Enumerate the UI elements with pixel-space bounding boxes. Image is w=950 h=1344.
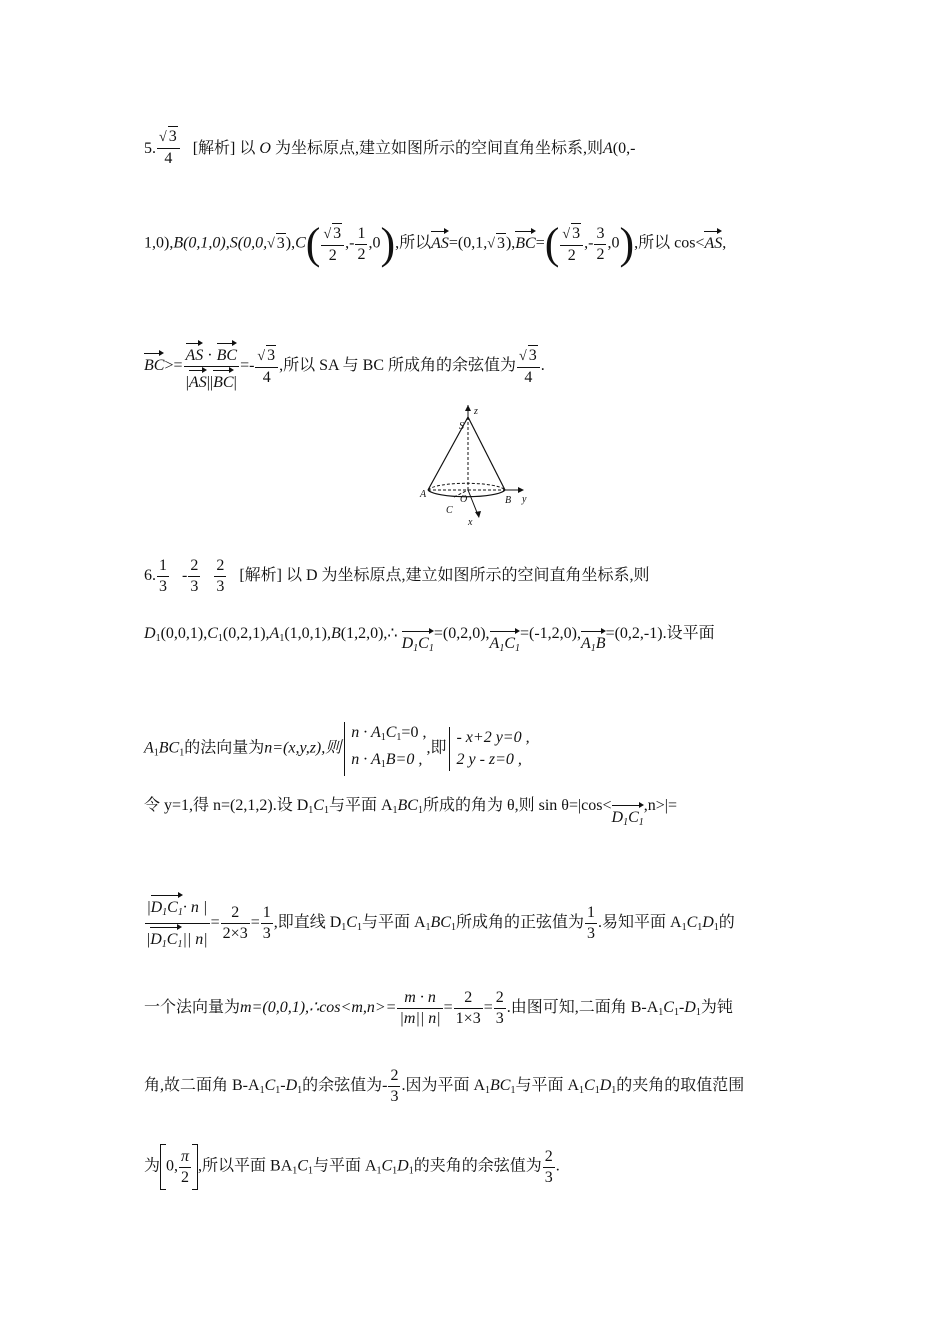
label-x: x (468, 517, 473, 527)
sin-fraction: $\frac{|D_1C_1\cdot n |}{|D_1C_1|| n|}$ (145, 892, 210, 955)
vector-BC: BC (515, 228, 535, 254)
p5-line-2: 1,0),B(0,1,0),S(0,0,√ 3),C( $\frac{√ 3}{2}$ ,- $\frac{1}{2}$ ,0),所以AS=(0,1,√ 3),BC=( $\frac{√ 3}{2}$ ,- $\frac{3}{2}$ ,0),所以 cos<AS, (144, 219, 727, 268)
vector-D1C1: $D_1C_1$ (402, 628, 434, 659)
label-B: B (505, 495, 512, 506)
label-C: C (446, 505, 453, 516)
cone-edge-right (468, 417, 505, 490)
p6-line-4: 令 y=1,得 n=(2,1,2).设 $D_1C_1$与平面 $A_1BC_1$所成的角为 θ,则 $\sin \theta=|\cos<D_1C_1,n>|=$ (144, 796, 677, 833)
system-2: - x+2 y=0 , 2 y - z=0 , (449, 727, 529, 771)
base-back (428, 483, 505, 490)
p6-answer-1: $\frac{1}{3}$ (159, 557, 167, 595)
p6-line-2: $D_1(0,0,1),C_1(0,2,1),A_1(1,0,1),B(1,2,0),\therefore$ $D_1C_1=(0,2,0),A_1C_1=(-1,2,0),A_1B=(0,2,-1)$.设平面 (144, 624, 715, 659)
cos-fraction: $\frac{AS \cdot BC}{|AS||BC|}$ (184, 340, 240, 393)
p6-line-6: 一个法向量为m=(0,0,1),∴cos<m,n>= $\frac{m \cdot n}{|m|| n|}$ = $\frac{2}{1\times 3}$ = $\frac{2}{3}$ .由图可知,二面角 $B-A_1C_1-D_1$为钝 (144, 989, 733, 1027)
label-A: A (420, 489, 427, 500)
label-S: S (459, 421, 464, 432)
p6-line-7: 角,故二面角 $B-A_1C_1-D_1$的余弦值为- $\frac{2}{3}$ .因为平面 $A_1BC_1$与平面 $A_1C_1D_1$的夹角的取值范围 (144, 1067, 745, 1105)
vector-A1C1: $A_1C_1$ (490, 628, 520, 659)
label-O: O (460, 494, 468, 505)
p5-number: 5. (144, 140, 156, 157)
p6-analysis-tag: [解析] (239, 567, 282, 585)
p6-line-3: $A_1BC_1$的法向量为n=(x,y,z),则$n \cdot A_1C_1=0$ , $n \cdot A_1B=0$ ,,即- x+2 y=0 , 2 y - z=0 , (144, 722, 530, 776)
p5-line-3: BC>= $\frac{AS \cdot BC}{|AS||BC|}$ =- $\frac{√ 3}{4}$ ,所以 SA 与 BC 所成角的余弦值为 $\frac{√ 3}{4}$ . (144, 340, 545, 393)
p6-line-5: $\frac{|D_1C_1\cdot n |}{|D_1C_1|| n|}$ = $\frac{2}{2\times 3}$ = $\frac{1}{3}$ ,即直线 $D_1C_1$与平面 $A_1BC_1$所成角的正弦值为 $\frac{1}{3}$ .易知平面 $A_1C_1D_1$的 (144, 892, 735, 955)
system-1: $n \cdot A_1C_1=0$ , $n \cdot A_1B=0$ , (344, 722, 426, 776)
vector-A1B: $A_1B$ (581, 628, 606, 659)
x-axis (468, 490, 478, 515)
p6-answer-2: $\frac{2}{3}$ (190, 557, 199, 595)
p5-line-1: 5. $\frac{√ 3}{4}$ [解析] 以 O 为坐标原点,建立如图所示的空间直角坐标系,则A(0,- (144, 128, 636, 167)
vector-AS: AS (431, 228, 449, 254)
p5-answer-fraction: $\frac{√ 3}{4}$ (157, 126, 180, 169)
p6-answer-3: $\frac{2}{3}$ (216, 557, 225, 595)
cone-figure (418, 405, 538, 527)
label-z: z (474, 406, 478, 417)
p6-line-8: 为 0, $\frac{\pi}{2}$ ,所以平面 $BA_1C_1$与平面 $A_1C_1D_1$的夹角的余弦值为 $\frac{2}{3}$ . (144, 1144, 560, 1190)
p5-analysis-tag: [解析] (192, 140, 236, 157)
p6-line-1: 6. $\frac{1}{3}$ - $\frac{2}{3}$ $\frac{2}{3}$ [解析] 以 D 为坐标原点,建立如图所示的空间直角坐标系,则 (144, 557, 650, 595)
p6-number: 6. (144, 567, 156, 585)
label-y: y (522, 494, 527, 505)
